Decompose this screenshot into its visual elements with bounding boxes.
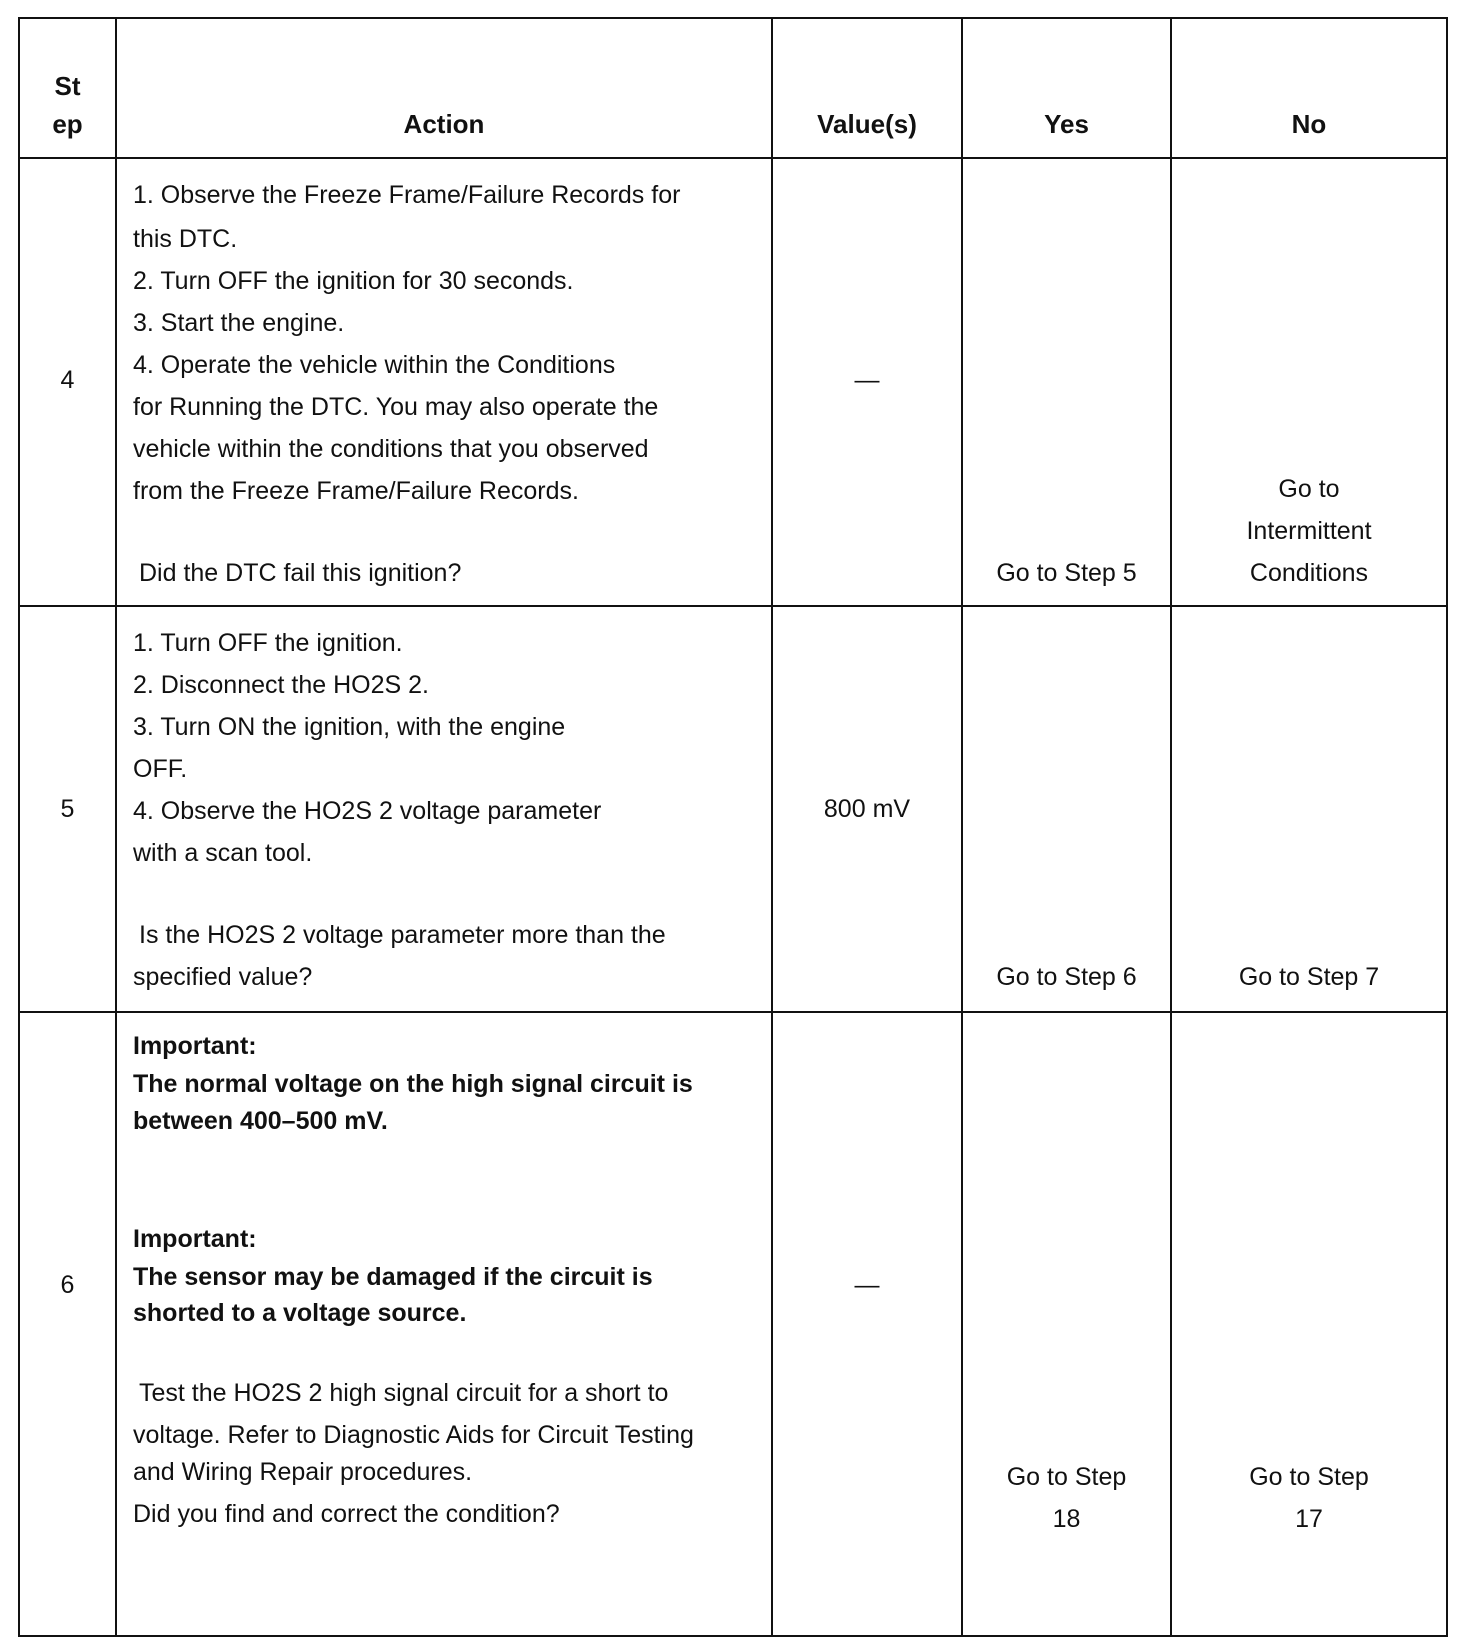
step-cell — [19, 158, 116, 606]
table-row — [19, 158, 1447, 606]
no-text-line: Intermittent — [1246, 517, 1372, 545]
action-line: 3. Start the engine. — [133, 309, 345, 337]
action-line: 2. Turn OFF the ignition for 30 seconds. — [133, 267, 574, 295]
action-line: from the Freeze Frame/Failure Records. — [133, 477, 579, 505]
action-question: Did you find and correct the condition? — [133, 1500, 560, 1528]
diagnostic-table — [18, 17, 1448, 1637]
value-cell — [772, 1012, 962, 1636]
no-text: Go to Step 7 — [1238, 963, 1380, 991]
value-text: — — [854, 1271, 880, 1299]
table-row — [19, 606, 1447, 1012]
action-line: 4. Operate the vehicle within the Conditions — [133, 351, 616, 379]
action-line: for Running the DTC. You may also operate the — [133, 393, 659, 421]
action-line: 1. Observe the Freeze Frame/Failure Records for — [133, 181, 681, 209]
action-line: 1. Turn OFF the ignition. — [133, 629, 403, 657]
no-text-line: Conditions — [1249, 559, 1369, 587]
no-text-line: Go to Step — [1249, 1463, 1369, 1491]
action-line: with a scan tool. — [133, 839, 313, 867]
yes-cell — [962, 1012, 1171, 1636]
action-question: Did the DTC fail this ignition? — [139, 559, 462, 587]
header-yes — [962, 18, 1171, 158]
yes-text: Go to Step 6 — [996, 963, 1137, 991]
no-cell — [1171, 1012, 1447, 1636]
header-no — [1171, 18, 1447, 158]
value-cell — [772, 606, 962, 1012]
table-row — [19, 1012, 1447, 1636]
important-label: Important: — [133, 1032, 257, 1060]
step-number: 4 — [60, 366, 75, 394]
value-text: 800 mV — [823, 795, 911, 823]
no-cell — [1171, 158, 1447, 606]
important-text: shorted to a voltage source. — [133, 1299, 467, 1327]
header-values — [772, 18, 962, 158]
header-step — [19, 18, 116, 158]
action-line: and Wiring Repair procedures. — [133, 1458, 473, 1486]
action-line: 2. Disconnect the HO2S 2. — [133, 671, 429, 699]
action-line: voltage. Refer to Diagnostic Aids for Circuit Testing — [133, 1421, 694, 1449]
action-question: specified value? — [133, 963, 313, 991]
yes-text-line: 18 — [1052, 1505, 1081, 1533]
step-number: 5 — [60, 795, 75, 823]
header-values-label: Value(s) — [817, 109, 917, 139]
important-text: The normal voltage on the high signal circuit is — [133, 1070, 693, 1098]
action-line: vehicle within the conditions that you observed — [133, 435, 649, 463]
important-text: between 400–500 mV. — [133, 1107, 388, 1135]
action-question: Is the HO2S 2 voltage parameter more than the — [139, 921, 666, 949]
important-label: Important: — [133, 1225, 257, 1253]
action-line: OFF. — [133, 755, 188, 783]
action-line: 3. Turn ON the ignition, with the engine — [133, 713, 566, 741]
yes-cell — [962, 606, 1171, 1012]
action-cell — [116, 1012, 772, 1636]
header-step-line1: St — [54, 71, 81, 101]
action-cell — [116, 158, 772, 606]
important-text: The sensor may be damaged if the circuit is — [133, 1263, 653, 1291]
header-no-label: No — [1291, 109, 1327, 139]
header-action — [116, 18, 772, 158]
action-cell — [116, 606, 772, 1012]
header-action-label: Action — [403, 109, 485, 139]
action-line: this DTC. — [133, 225, 238, 253]
action-line: Test the HO2S 2 high signal circuit for a short to — [139, 1379, 669, 1407]
header-yes-label: Yes — [1044, 109, 1089, 139]
yes-text: Go to Step 5 — [996, 559, 1137, 587]
value-text: — — [854, 366, 880, 394]
no-text-line: 17 — [1295, 1505, 1323, 1533]
yes-cell — [962, 158, 1171, 606]
yes-text-line: Go to Step — [1006, 1463, 1127, 1491]
no-text-line: Go to — [1278, 475, 1340, 503]
step-cell — [19, 1012, 116, 1636]
no-cell — [1171, 606, 1447, 1012]
value-cell — [772, 158, 962, 606]
header-step-line2: ep — [52, 109, 83, 139]
step-cell — [19, 606, 116, 1012]
step-number: 6 — [60, 1271, 75, 1299]
action-line: 4. Observe the HO2S 2 voltage parameter — [133, 797, 602, 825]
header-row — [19, 18, 1447, 158]
